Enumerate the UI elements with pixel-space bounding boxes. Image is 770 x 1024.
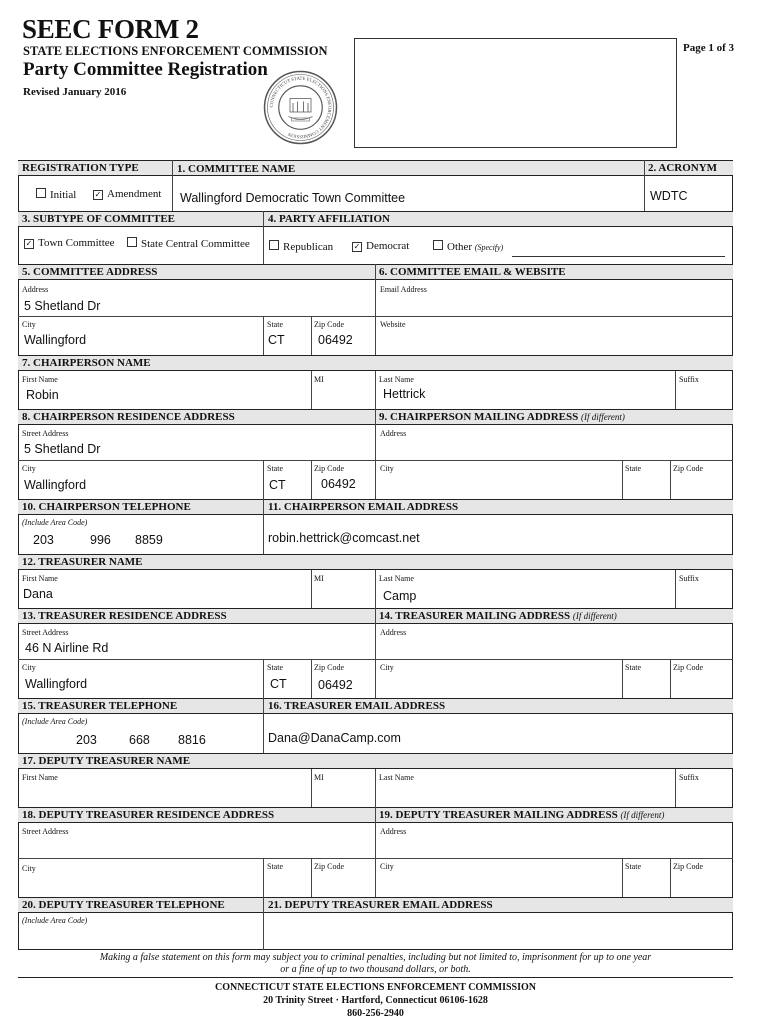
divider xyxy=(375,371,376,409)
deputy-residence-heading: 18. DEPUTY TREASURER RESIDENCE ADDRESS xyxy=(22,809,275,821)
amendment-checkbox[interactable] xyxy=(93,188,161,200)
checkbox-amendment-box[interactable]: ✓ xyxy=(94,190,102,199)
divider xyxy=(375,409,376,499)
last-name-label: Last Name xyxy=(379,375,414,384)
democrat-label: Democrat xyxy=(366,240,410,252)
footer-address: 20 Trinity Street · Hartford, Connecticut 06106-1628 xyxy=(263,995,488,1006)
zip-label: Zip Code xyxy=(314,464,344,473)
committee-name-value[interactable]: Wallingford Democratic Town Committee xyxy=(180,191,406,205)
republican-label: Republican xyxy=(283,241,334,253)
checkbox-other-box[interactable] xyxy=(433,240,443,250)
committee-state-value[interactable]: CT xyxy=(268,333,285,347)
chair-last-value[interactable]: Hettrick xyxy=(383,387,426,401)
divider xyxy=(263,499,264,554)
divider xyxy=(375,807,376,897)
treasurer-state-value[interactable]: CT xyxy=(270,677,287,691)
suffix-label: Suffix xyxy=(679,375,699,384)
divider xyxy=(375,570,376,608)
chair-telephone-heading: 10. CHAIRPERSON TELEPHONE xyxy=(22,501,191,513)
state-label: State xyxy=(625,862,641,871)
last-name-label: Last Name xyxy=(379,574,414,583)
divider xyxy=(263,211,264,264)
acronym-heading: 2. ACRONYM xyxy=(648,162,718,174)
address-label: Address xyxy=(22,285,49,294)
divider xyxy=(18,858,733,859)
zip-label: Zip Code xyxy=(314,663,344,672)
deputy-name-heading: 17. DEPUTY TREASURER NAME xyxy=(22,755,191,767)
website-label: Website xyxy=(380,320,406,329)
deputy-email-heading: 21. DEPUTY TREASURER EMAIL ADDRESS xyxy=(268,899,493,911)
state-central-label: State Central Committee xyxy=(141,238,250,250)
treasurer-mailing-heading-text: 14. TREASURER MAILING ADDRESS xyxy=(379,610,571,622)
footer-agency: CONNECTICUT STATE ELECTIONS ENFORCEMENT COMMISSION xyxy=(215,982,536,993)
divider xyxy=(263,316,264,355)
revision-date: Revised January 2016 xyxy=(23,86,127,98)
state-label: State xyxy=(267,320,283,329)
divider xyxy=(622,858,623,897)
chair-email-heading: 11. CHAIRPERSON EMAIL ADDRESS xyxy=(268,501,459,513)
divider xyxy=(622,460,623,499)
chair-first-value[interactable]: Robin xyxy=(26,388,59,402)
suffix-label: Suffix xyxy=(679,574,699,583)
treasurer-email-heading: 16. TREASURER EMAIL ADDRESS xyxy=(268,700,446,712)
address-label: Address xyxy=(380,827,407,836)
acronym-value[interactable]: WDTC xyxy=(650,189,688,203)
city-label: City xyxy=(22,864,36,873)
divider xyxy=(644,160,645,211)
divider xyxy=(18,659,733,660)
divider xyxy=(375,264,376,355)
chair-mailing-heading-text: 9. CHAIRPERSON MAILING ADDRESS xyxy=(379,411,579,423)
other-checkbox[interactable] xyxy=(433,240,503,253)
divider xyxy=(311,570,312,608)
chair-mailing-hint: (If different) xyxy=(581,412,625,422)
warning-line-1: Making a false statement on this form may subject you to criminal penalties, including but not limited to, imprisonment for up to one year xyxy=(99,952,652,963)
chairperson-name-heading: 7. CHAIRPERSON NAME xyxy=(22,357,151,369)
area-code-hint: (Include Area Code) xyxy=(22,518,88,527)
divider xyxy=(675,769,676,807)
divider xyxy=(311,769,312,807)
committee-name-heading: 1. COMMITTEE NAME xyxy=(177,163,296,175)
page-number: Page 1 of 3 xyxy=(683,42,735,54)
treasurer-first-value[interactable]: Dana xyxy=(23,587,53,601)
footer-phone: 860-256-2940 xyxy=(347,1008,404,1019)
zip-label: Zip Code xyxy=(673,464,703,473)
area-code-hint: (Include Area Code) xyxy=(22,916,88,925)
committee-zip-value[interactable]: 06492 xyxy=(318,333,353,347)
state-label: State xyxy=(267,663,283,672)
email-label: Email Address xyxy=(380,285,427,294)
state-seal-icon xyxy=(263,70,338,145)
state-central-checkbox[interactable] xyxy=(127,237,250,250)
other-specify-line[interactable] xyxy=(512,256,725,257)
registration-type-heading: REGISTRATION TYPE xyxy=(22,162,139,174)
city-label: City xyxy=(380,862,394,871)
form-id: SEEC FORM 2 xyxy=(22,14,199,44)
page-title: Party Committee Registration xyxy=(23,59,268,80)
agency-name: STATE ELECTIONS ENFORCEMENT COMMISSION xyxy=(23,44,328,58)
state-label: State xyxy=(625,464,641,473)
treasurer-mailing-heading xyxy=(379,610,617,622)
divider xyxy=(263,698,264,753)
chair-phone-prefix[interactable]: 996 xyxy=(90,533,111,547)
first-name-label: First Name xyxy=(22,574,58,583)
treasurer-phone-prefix[interactable]: 668 xyxy=(129,733,150,747)
street-label: Street Address xyxy=(22,429,69,438)
town-committee-checkbox[interactable] xyxy=(24,237,115,249)
other-label: Other xyxy=(447,241,473,253)
chair-phone-line[interactable]: 8859 xyxy=(135,533,163,547)
democrat-checkbox[interactable] xyxy=(352,240,409,252)
deputy-mailing-heading xyxy=(379,809,664,821)
divider xyxy=(311,371,312,409)
area-code-hint: (Include Area Code) xyxy=(22,717,88,726)
treasurer-residence-heading: 13. TREASURER RESIDENCE ADDRESS xyxy=(22,610,227,622)
divider xyxy=(263,858,264,897)
checkbox-initial-box[interactable] xyxy=(36,188,46,198)
divider xyxy=(18,316,733,317)
chair-state-value[interactable]: CT xyxy=(269,478,286,492)
divider xyxy=(263,460,264,499)
chair-phone-area[interactable]: 203 xyxy=(33,533,54,547)
divider xyxy=(311,316,312,355)
zip-label: Zip Code xyxy=(673,862,703,871)
committee-city-value[interactable]: Wallingford xyxy=(24,333,87,347)
divider xyxy=(670,858,671,897)
committee-address-value[interactable]: 5 Shetland Dr xyxy=(24,299,101,313)
footer xyxy=(18,981,733,1020)
city-label: City xyxy=(22,464,36,473)
divider xyxy=(622,659,623,698)
divider xyxy=(18,460,733,461)
mi-label: MI xyxy=(314,773,324,782)
state-label: State xyxy=(267,464,283,473)
mi-label: MI xyxy=(314,375,324,384)
treasurer-email-value[interactable]: Dana@DanaCamp.com xyxy=(268,731,401,745)
divider xyxy=(675,570,676,608)
zip-label: Zip Code xyxy=(314,862,344,871)
seal-text: CONNECTICUT STATE ELECTIONS ENFORCEMENT COMMISSION xyxy=(269,76,332,139)
state-label: State xyxy=(267,862,283,871)
zip-label: Zip Code xyxy=(314,320,344,329)
last-name-label: Last Name xyxy=(379,773,414,782)
party-affiliation-heading: 4. PARTY AFFILIATION xyxy=(268,213,390,225)
committee-address-heading: 5. COMMITTEE ADDRESS xyxy=(22,266,158,278)
chair-mailing-heading xyxy=(379,411,625,423)
checkbox-dem-box[interactable]: ✓ xyxy=(353,242,361,251)
chair-email-value[interactable]: robin.hettrick@comcast.net xyxy=(268,531,420,545)
initial-checkbox[interactable] xyxy=(36,188,76,201)
divider xyxy=(311,460,312,499)
republican-checkbox[interactable] xyxy=(269,240,333,253)
divider xyxy=(670,460,671,499)
treasurer-city-value[interactable]: Wallingford xyxy=(25,677,88,691)
first-name-label: First Name xyxy=(22,773,58,782)
chair-city-value[interactable]: Wallingford xyxy=(24,478,87,492)
divider xyxy=(263,659,264,698)
mi-label: MI xyxy=(314,574,324,583)
divider xyxy=(18,977,733,978)
divider xyxy=(311,858,312,897)
committee-email-heading: 6. COMMITTEE EMAIL & WEBSITE xyxy=(379,266,566,278)
initial-label: Initial xyxy=(50,189,77,201)
divider xyxy=(172,160,173,211)
treasurer-telephone-heading: 15. TREASURER TELEPHONE xyxy=(22,700,178,712)
street-label: Street Address xyxy=(22,827,69,836)
divider xyxy=(375,769,376,807)
amendment-label: Amendment xyxy=(107,188,162,200)
address-label: Address xyxy=(380,628,407,637)
treasurer-name-heading: 12. TREASURER NAME xyxy=(22,556,143,568)
suffix-label: Suffix xyxy=(679,773,699,782)
stamp-box xyxy=(354,38,677,148)
zip-label: Zip Code xyxy=(673,663,703,672)
city-label: City xyxy=(22,320,36,329)
deputy-mailing-heading-text: 19. DEPUTY TREASURER MAILING ADDRESS xyxy=(379,809,618,821)
chair-residence-heading: 8. CHAIRPERSON RESIDENCE ADDRESS xyxy=(22,411,235,423)
treasurer-last-value[interactable]: Camp xyxy=(383,589,417,603)
address-label: Address xyxy=(380,429,407,438)
street-label: Street Address xyxy=(22,628,69,637)
treasurer-street-value[interactable]: 46 N Airline Rd xyxy=(25,641,109,655)
checkbox-town-box[interactable]: ✓ xyxy=(25,239,33,248)
city-label: City xyxy=(22,663,36,672)
chair-zip-value[interactable]: 06492 xyxy=(321,477,356,491)
checkbox-state-box[interactable] xyxy=(127,237,137,247)
divider xyxy=(670,659,671,698)
false-statement-warning xyxy=(18,952,733,976)
treasurer-mailing-hint: (If different) xyxy=(572,611,617,621)
subtype-heading: 3. SUBTYPE OF COMMITTEE xyxy=(22,213,175,225)
warning-line-2: or a fine of up to two thousand dollars, or both. xyxy=(280,964,471,975)
treasurer-phone-line[interactable]: 8816 xyxy=(178,733,206,747)
town-committee-label: Town Committee xyxy=(38,237,115,249)
state-label: State xyxy=(625,663,641,672)
city-label: City xyxy=(380,663,394,672)
treasurer-zip-value[interactable]: 06492 xyxy=(318,678,353,692)
city-label: City xyxy=(380,464,394,473)
deputy-telephone-heading: 20. DEPUTY TREASURER TELEPHONE xyxy=(22,899,225,911)
divider xyxy=(675,371,676,409)
checkbox-rep-box[interactable] xyxy=(269,240,279,250)
chair-street-value[interactable]: 5 Shetland Dr xyxy=(24,442,101,456)
divider xyxy=(263,897,264,950)
treasurer-phone-area[interactable]: 203 xyxy=(76,733,97,747)
deputy-mailing-hint: (If different) xyxy=(620,810,665,820)
other-hint: (Specify) xyxy=(474,243,504,252)
divider xyxy=(375,608,376,698)
first-name-label: First Name xyxy=(22,375,58,384)
divider xyxy=(311,659,312,698)
